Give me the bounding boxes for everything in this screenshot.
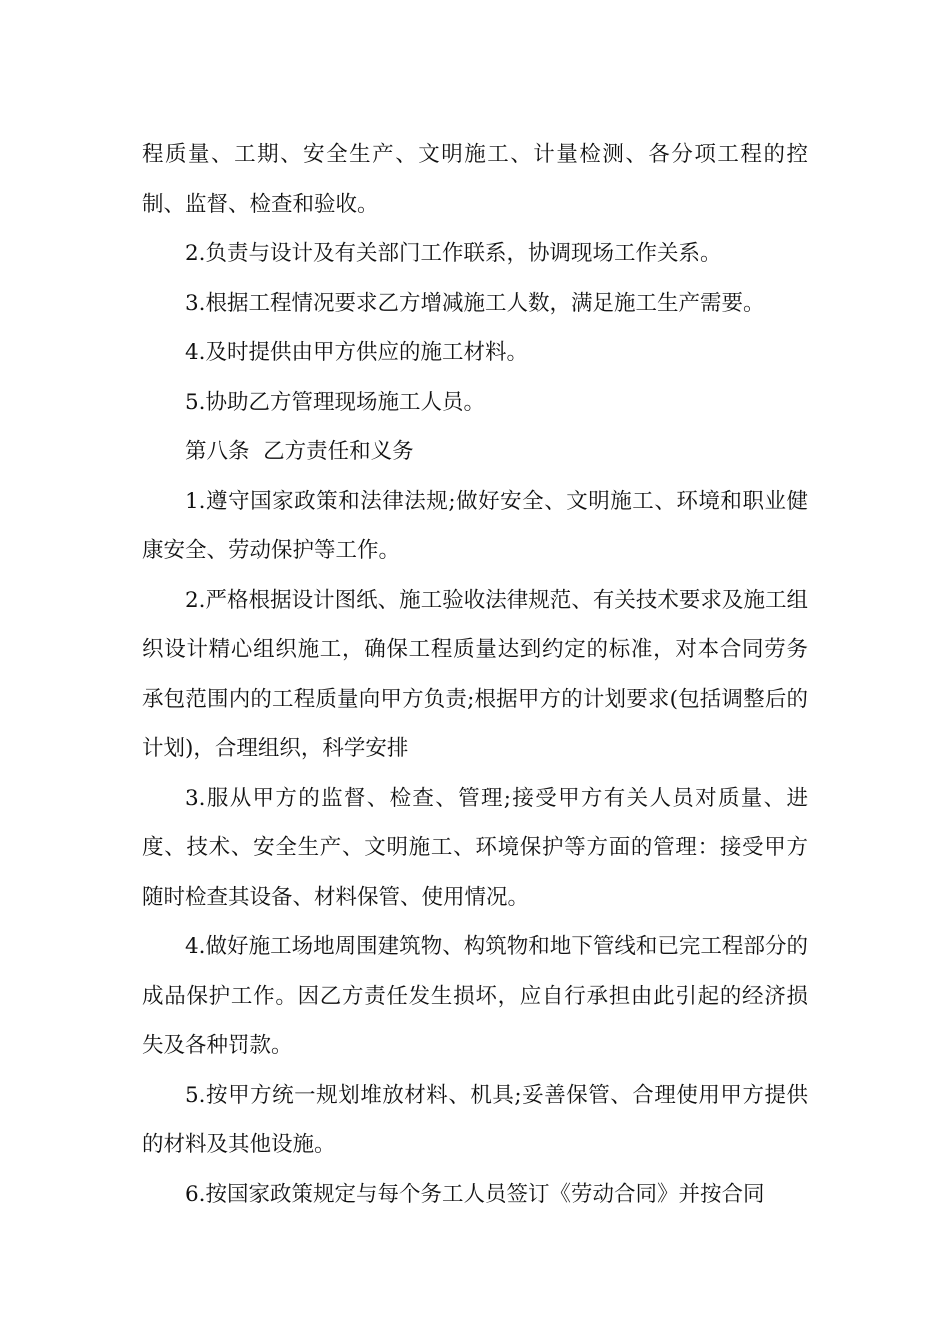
paragraph-party-b-item-2: 2.严格根据设计图纸、施工验收法律规范、有关技术要求及施工组织设计精心组织施工，确保工程质量达到约定的标准，对本合同劳务承包范围内的工程质量向甲方负责;根据甲方的计划要求(包括调整后的计划)，合理组织，科学安排 bbox=[142, 587, 808, 761]
section-heading-article-8: 第八条 乙方责任和义务 bbox=[185, 439, 414, 464]
document-body bbox=[142, 130, 808, 1219]
paragraph-party-b-item-5: 5.按甲方统一规划堆放材料、机具;妥善保管、合理使用甲方提供的材料及其他设施。 bbox=[142, 1082, 808, 1157]
paragraph-party-b-item-4: 4.做好施工场地周围建筑物、构筑物和地下管线和已完工程部分的成品保护工作。因乙方责任发生损坏，应自行承担由此引起的经济损失及各种罚款。 bbox=[142, 934, 808, 1058]
paragraph-party-b-item-6: 6.按国家政策规定与每个务工人员签订《劳动合同》并按合同 bbox=[185, 1181, 765, 1207]
paragraph-item-2: 2.负责与设计及有关部门工作联系，协调现场工作关系。 bbox=[185, 241, 722, 266]
paragraph-continuation: 程质量、工期、安全生产、文明施工、计量检测、各分项工程的控制、监督、检查和验收。 bbox=[142, 142, 808, 217]
paragraph-party-b-item-1: 1.遵守国家政策和法律法规;做好安全、文明施工、环境和职业健康安全、劳动保护等工作。 bbox=[142, 488, 808, 563]
paragraph-party-b-item-3: 3.服从甲方的监督、检查、管理;接受甲方有关人员对质量、进度、技术、安全生产、文明施工、环境保护等方面的管理：接受甲方随时检查其设备、材料保管、使用情况。 bbox=[142, 785, 808, 910]
paragraph-item-3: 3.根据工程情况要求乙方增减施工人数，满足施工生产需要。 bbox=[185, 290, 765, 316]
paragraph-item-5: 5.协助乙方管理现场施工人员。 bbox=[185, 389, 486, 415]
paragraph-item-4: 4.及时提供由甲方供应的施工材料。 bbox=[185, 340, 529, 365]
